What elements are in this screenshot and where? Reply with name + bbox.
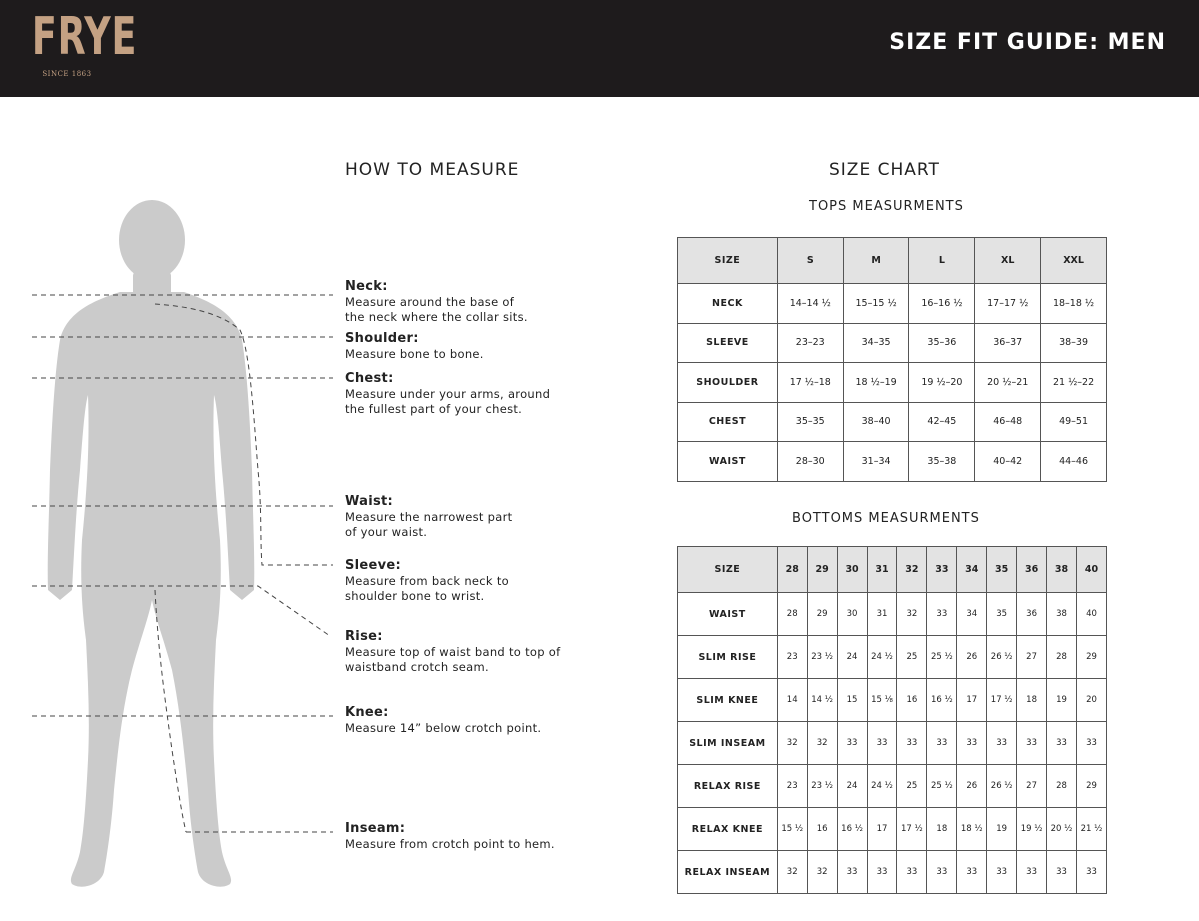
table-cell: 42–45 [909,402,975,442]
table-cell: 28 [1047,765,1077,808]
table-cell: 14 ½ [807,679,837,722]
table-cell: 23 ½ [807,765,837,808]
table-cell: 20 ½ [1047,808,1077,851]
measure-label: Shoulder: [345,331,419,346]
table-cell: 44–46 [1041,442,1107,482]
brand-tagline: SINCE 1863 [42,70,92,78]
table-cell: 16 [897,679,927,722]
row-label-cell: SHOULDER [678,363,778,403]
table-cell: 33 [897,722,927,765]
table-cell: 28 [1047,636,1077,679]
table-cell: 16 ½ [927,679,957,722]
table-cell: 34 [957,593,987,636]
table-cell: 18 ½–19 [843,363,909,403]
table-cell: 25 [897,636,927,679]
table-row [678,402,1107,442]
table-header-cell: SIZE [678,238,778,284]
table-cell: 26 ½ [987,765,1017,808]
table-cell: 33 [1047,851,1077,894]
table-cell: 16 [807,808,837,851]
table-cell: 17 ½–18 [777,363,843,403]
how-to-measure-title: HOW TO MEASURE [345,160,520,180]
page-header [0,0,1199,97]
table-cell: 28–30 [777,442,843,482]
table-cell: 33 [837,722,867,765]
row-label-cell: RELAX RISE [678,765,778,808]
table-cell: 24 [837,636,867,679]
table-cell: 27 [1017,765,1047,808]
table-cell: 23–23 [777,323,843,363]
measure-label: Inseam: [345,821,406,836]
table-cell: 24 [837,765,867,808]
table-header-cell: XXL [1041,238,1107,284]
measure-label: Sleeve: [345,558,402,573]
table-cell: 16 ½ [837,808,867,851]
table-cell: 29 [1076,636,1106,679]
table-row [678,636,1107,679]
table-cell: 32 [807,851,837,894]
measure-desc: Measure top of waist band to top of waistband crotch seam. [345,645,561,674]
table-cell: 33 [1047,722,1077,765]
brand-name: FRYE [31,7,138,67]
table-cell: 26 ½ [987,636,1017,679]
table-row [678,323,1107,363]
table-cell: 25 ½ [927,765,957,808]
table-cell: 33 [987,851,1017,894]
table-header-cell: L [909,238,975,284]
table-cell: 40 [1076,593,1106,636]
table-row [678,722,1107,765]
measure-neck [345,279,585,325]
row-label-cell: RELAX INSEAM [678,851,778,894]
table-row [678,808,1107,851]
table-cell: 20 [1076,679,1106,722]
measure-desc: Measure under your arms, around the fullest part of your chest. [345,387,551,416]
table-cell: 25 [897,765,927,808]
table-cell: 18–18 ½ [1041,284,1107,324]
table-cell: 23 ½ [807,636,837,679]
table-cell: 38–40 [843,402,909,442]
table-cell: 33 [927,593,957,636]
table-cell: 15 [837,679,867,722]
table-cell: 35–38 [909,442,975,482]
measure-desc: Measure 14” below crotch point. [345,721,542,735]
table-cell: 20 ½–21 [975,363,1041,403]
measure-waist [345,494,585,540]
table-header-cell: S [777,238,843,284]
table-cell: 33 [927,722,957,765]
table-header-cell: 28 [777,547,807,593]
table-cell: 29 [807,593,837,636]
row-label-cell: SLEEVE [678,323,778,363]
table-cell: 21 ½–22 [1041,363,1107,403]
table-cell: 36 [1017,593,1047,636]
table-cell: 19 [987,808,1017,851]
table-cell: 30 [837,593,867,636]
table-header-cell: 34 [957,547,987,593]
measure-desc: Measure around the base of the neck where the collar sits. [345,295,528,324]
table-cell: 33 [897,851,927,894]
table-cell: 38 [1047,593,1077,636]
table-cell: 23 [777,636,807,679]
table-header-cell: 29 [807,547,837,593]
table-cell: 24 ½ [867,636,897,679]
table-cell: 33 [1017,851,1047,894]
table-cell: 33 [957,851,987,894]
table-cell: 14–14 ½ [777,284,843,324]
table-header-cell: 40 [1076,547,1106,593]
table-cell: 31 [867,593,897,636]
table-cell: 18 ½ [957,808,987,851]
table-header-cell: 35 [987,547,1017,593]
table-header-cell: SIZE [678,547,778,593]
body-silhouette [0,195,340,895]
table-cell: 36–37 [975,323,1041,363]
table-cell: 33 [1076,851,1106,894]
measure-knee [345,705,585,736]
table-header-cell: M [843,238,909,284]
table-cell: 25 ½ [927,636,957,679]
row-label-cell: CHEST [678,402,778,442]
measure-label: Rise: [345,629,383,644]
measure-label: Neck: [345,279,388,294]
row-label-cell: SLIM INSEAM [678,722,778,765]
table-cell: 33 [987,722,1017,765]
table-cell: 27 [1017,636,1047,679]
table-cell: 29 [1076,765,1106,808]
table-cell: 40–42 [975,442,1041,482]
table-cell: 46–48 [975,402,1041,442]
table-cell: 33 [1076,722,1106,765]
measure-desc: Measure from back neck to shoulder bone to wrist. [345,574,509,603]
table-row [678,442,1107,482]
table-cell: 33 [837,851,867,894]
table-cell: 35 [987,593,1017,636]
table-cell: 23 [777,765,807,808]
table-header-row [678,238,1107,284]
measure-label: Knee: [345,705,389,720]
table-cell: 21 ½ [1076,808,1106,851]
table-cell: 31–34 [843,442,909,482]
table-cell: 32 [777,722,807,765]
table-cell: 17 [957,679,987,722]
table-cell: 32 [777,851,807,894]
table-cell: 17 ½ [987,679,1017,722]
table-header-cell: 32 [897,547,927,593]
measure-sleeve [345,558,585,604]
table-header-cell: 38 [1047,547,1077,593]
bottoms-table-body [678,547,1107,894]
measure-desc: Measure the narrowest part of your waist. [345,510,513,539]
table-cell: 15 ½ [777,808,807,851]
table-cell: 15–15 ½ [843,284,909,324]
brand-logo[interactable] [22,7,138,78]
table-cell: 15 ⅛ [867,679,897,722]
table-cell: 17 [867,808,897,851]
table-cell: 34–35 [843,323,909,363]
table-header-cell: 31 [867,547,897,593]
table-row [678,679,1107,722]
table-cell: 33 [867,722,897,765]
measure-inseam [345,821,585,852]
table-cell: 18 [927,808,957,851]
table-cell: 26 [957,636,987,679]
table-cell: 24 ½ [867,765,897,808]
measure-label: Chest: [345,371,394,386]
measure-chest [345,371,585,417]
table-cell: 17–17 ½ [975,284,1041,324]
table-cell: 35–36 [909,323,975,363]
measure-label: Waist: [345,494,394,509]
table-header-cell: 36 [1017,547,1047,593]
tops-size-table [677,237,1107,482]
row-label-cell: RELAX KNEE [678,808,778,851]
table-row [678,363,1107,403]
table-cell: 16–16 ½ [909,284,975,324]
table-row [678,284,1107,324]
row-label-cell: SLIM KNEE [678,679,778,722]
table-header-cell: 33 [927,547,957,593]
page-title: SIZE FIT GUIDE: MEN [889,30,1166,55]
row-label-cell: SLIM RISE [678,636,778,679]
table-cell: 33 [867,851,897,894]
row-label-cell: WAIST [678,593,778,636]
row-label-cell: WAIST [678,442,778,482]
table-cell: 26 [957,765,987,808]
table-cell: 18 [1017,679,1047,722]
tops-table-body [678,238,1107,482]
measure-shoulder [345,331,585,362]
body-figure-icon [48,200,255,887]
tops-title: TOPS MEASURMENTS [809,199,964,214]
table-cell: 49–51 [1041,402,1107,442]
table-header-cell: XL [975,238,1041,284]
table-cell: 19 ½ [1017,808,1047,851]
bottoms-size-table [677,546,1107,894]
table-header-cell: 30 [837,547,867,593]
table-cell: 33 [1017,722,1047,765]
table-row [678,851,1107,894]
table-cell: 33 [957,722,987,765]
table-cell: 38–39 [1041,323,1107,363]
table-cell: 32 [897,593,927,636]
table-cell: 17 ½ [897,808,927,851]
table-row [678,593,1107,636]
table-cell: 32 [807,722,837,765]
measure-desc: Measure from crotch point to hem. [345,837,555,851]
table-cell: 19 [1047,679,1077,722]
measure-desc: Measure bone to bone. [345,347,484,361]
table-header-row [678,547,1107,593]
table-cell: 35–35 [777,402,843,442]
table-cell: 33 [927,851,957,894]
table-cell: 28 [777,593,807,636]
measure-rise [345,629,585,675]
bottoms-title: BOTTOMS MEASURMENTS [792,511,980,526]
table-cell: 14 [777,679,807,722]
size-chart-title: SIZE CHART [829,160,940,180]
row-label-cell: NECK [678,284,778,324]
table-cell: 19 ½–20 [909,363,975,403]
table-row [678,765,1107,808]
